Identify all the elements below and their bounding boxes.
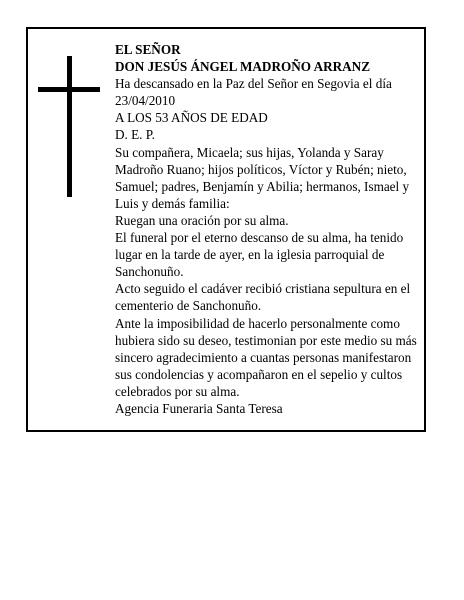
age-line: A LOS 53 AÑOS DE EDAD — [115, 110, 268, 126]
burial-paragraph: Acto seguido el cadáver recibió cristiana sepultura en el cementerio de Sanchonuño. — [115, 281, 411, 314]
obituary-text — [115, 41, 421, 417]
cross-icon-crossbar — [38, 87, 100, 92]
notice-title: EL SEÑOR — [115, 42, 181, 57]
funeral-agency: Agencia Funeraria Santa Teresa — [115, 400, 283, 416]
cross-icon — [67, 56, 72, 197]
family-paragraph: Su compañera, Micaela; sus hijas, Yolanda y Saray Madroño Ruano; hijos políticos, Víctor y Rubén; nieto, Samuel; padres, Benjamín y Abilia; hermanos, Ismael y Luis y demás familia: — [115, 144, 410, 211]
prayer-line: Ruegan una oración por su alma. — [115, 212, 289, 228]
rested-line: Ha descansado en la Paz del Señor en Segovia el día 23/04/2010 — [115, 76, 392, 109]
funeral-paragraph: El funeral por el eterno descanso de su alma, ha tenido lugar en la tarde de ayer, en la iglesia parroquial de Sanchonuño. — [115, 230, 404, 280]
obituary-notice — [26, 27, 426, 432]
deceased-name: DON JESÚS ÁNGEL MADROÑO ARRANZ — [115, 59, 370, 75]
thanks-paragraph: Ante la imposibilidad de hacerlo personalmente como hubiera sido su deseo, testimonian por este medio su más sincero agradecimiento a cuantas personas manifestaron sus condolencias y acompañaron en el sepelio y cultos celebrados por su alma. — [115, 315, 417, 399]
rip-line: D. E. P. — [115, 127, 155, 143]
